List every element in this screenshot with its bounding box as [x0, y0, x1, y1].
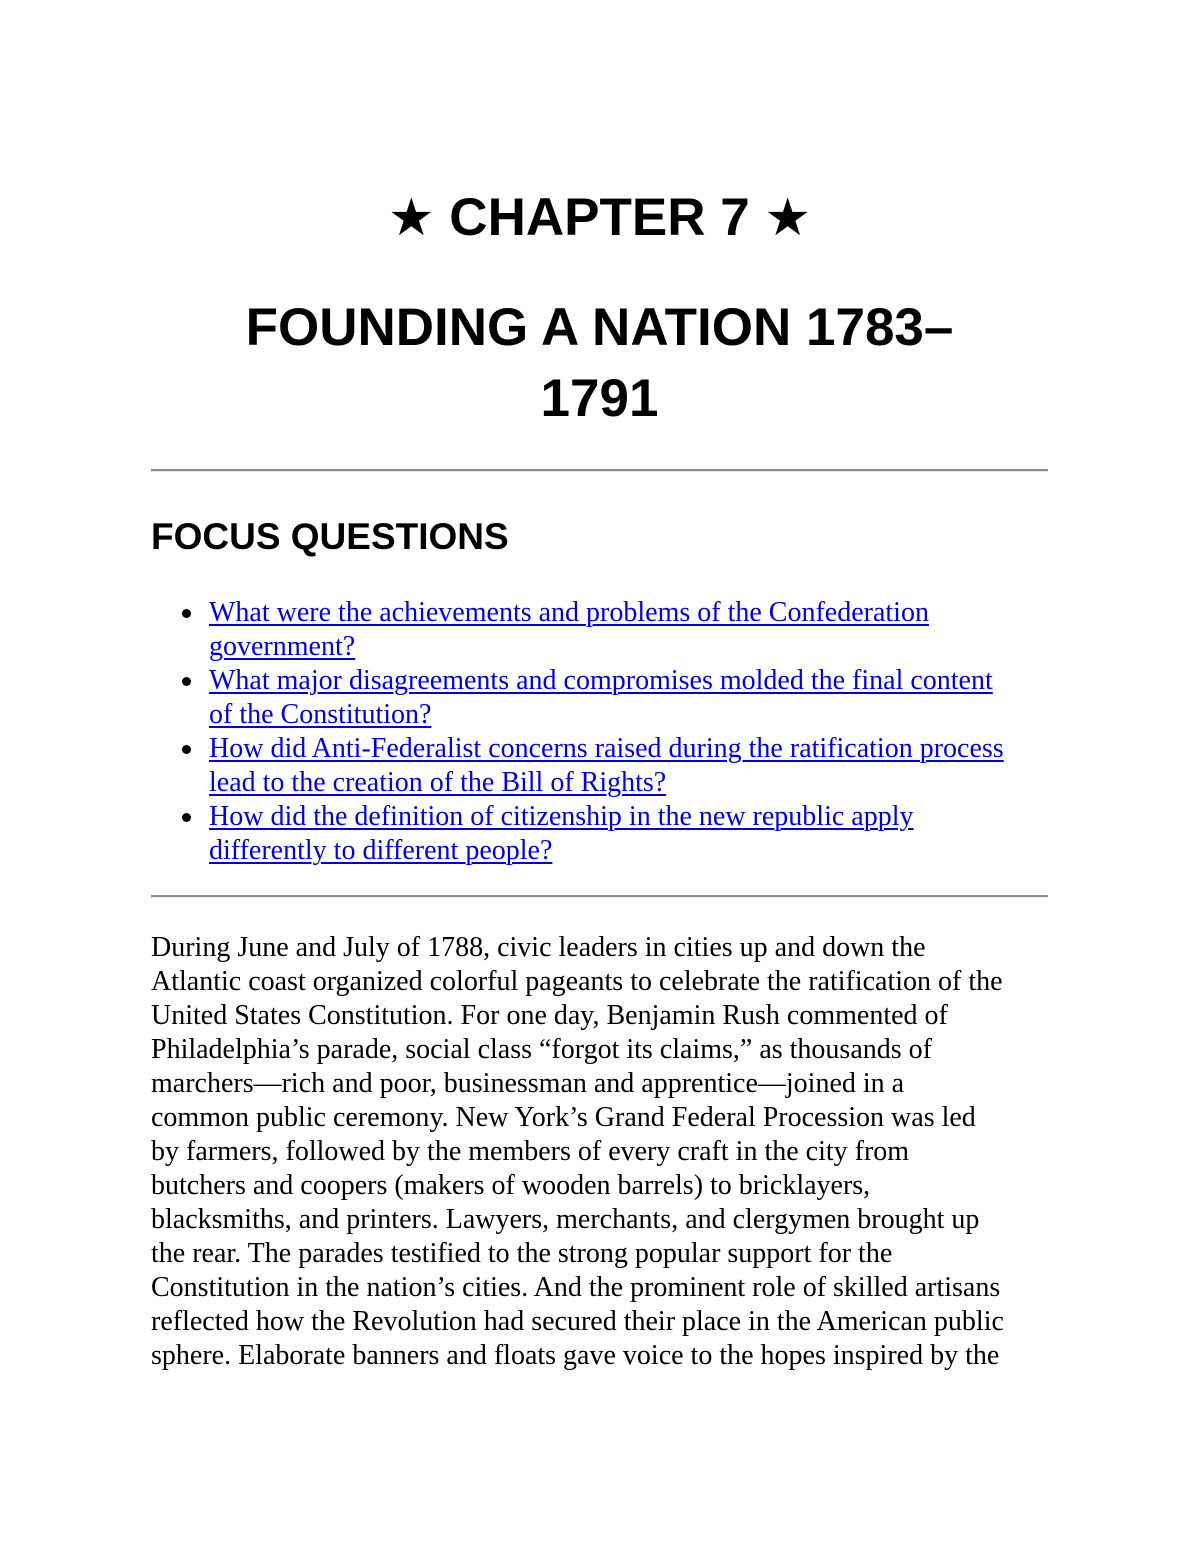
body-line: butchers and coopers (makers of wooden barrels) to bricklayers,: [151, 1170, 871, 1201]
bullet-icon: [182, 745, 191, 754]
bullet-icon: [182, 609, 191, 618]
body-line: common public ceremony. New York’s Grand Federal Procession was led: [151, 1102, 976, 1133]
bullet-icon: [182, 677, 191, 686]
chapter-title-line-2: 1791: [540, 369, 659, 428]
body-paragraph: [151, 931, 1051, 1373]
focus-question-link-2[interactable]: What major disagreements and compromises molded the final content of the Constitution?: [209, 665, 993, 730]
body-line: by farmers, followed by the members of every craft in the city from: [151, 1136, 910, 1167]
focus-question-item: [151, 596, 1048, 664]
focus-questions-heading: FOCUS QUESTIONS: [151, 516, 509, 557]
body-line: sphere. Elaborate banners and floats gave voice to the hopes inspired by the: [151, 1340, 1000, 1371]
body-line: During June and July of 1788, civic leaders in cities up and down the: [151, 932, 926, 963]
focus-question-item: [151, 664, 1048, 732]
bullet-icon: [182, 813, 191, 822]
star-icon: ★: [387, 188, 435, 248]
body-line: blacksmiths, and printers. Lawyers, merchants, and clergymen brought up: [151, 1204, 980, 1235]
body-line: marchers—rich and poor, businessman and apprentice—joined in a: [151, 1068, 905, 1099]
star-icon: ★: [764, 188, 812, 248]
horizontal-divider: [151, 895, 1048, 898]
body-line: United States Constitution. For one day, Benjamin Rush commented of: [151, 1000, 948, 1031]
focus-question-link-3[interactable]: How did Anti-Federalist concerns raised during the ratification process lead to the creation of the Bill of Rights?: [209, 733, 1004, 798]
body-line: Philadelphia’s parade, social class “forgot its claims,” as thousands of: [151, 1034, 932, 1065]
body-line: Atlantic coast organized colorful pageants to celebrate the ratification of the: [151, 966, 1003, 997]
focus-question-link-4[interactable]: How did the definition of citizenship in the new republic apply differently to different people?: [209, 801, 914, 866]
focus-question-link-1[interactable]: What were the achievements and problems of the Confederation government?: [209, 597, 929, 662]
horizontal-divider: [151, 469, 1048, 472]
focus-question-item: [151, 800, 1048, 868]
body-line: reflected how the Revolution had secured their place in the American public: [151, 1306, 1004, 1337]
chapter-title: [151, 292, 1048, 434]
chapter-title-line-1: FOUNDING A NATION 1783–: [245, 298, 954, 357]
chapter-heading: [151, 186, 1048, 250]
chapter-label: CHAPTER 7: [449, 188, 750, 247]
focus-question-item: [151, 732, 1048, 800]
body-line: Constitution in the nation’s cities. And the prominent role of skilled artisans: [151, 1272, 1001, 1303]
body-line: the rear. The parades testified to the strong popular support for the: [151, 1238, 893, 1269]
focus-questions-list: [151, 596, 1048, 868]
